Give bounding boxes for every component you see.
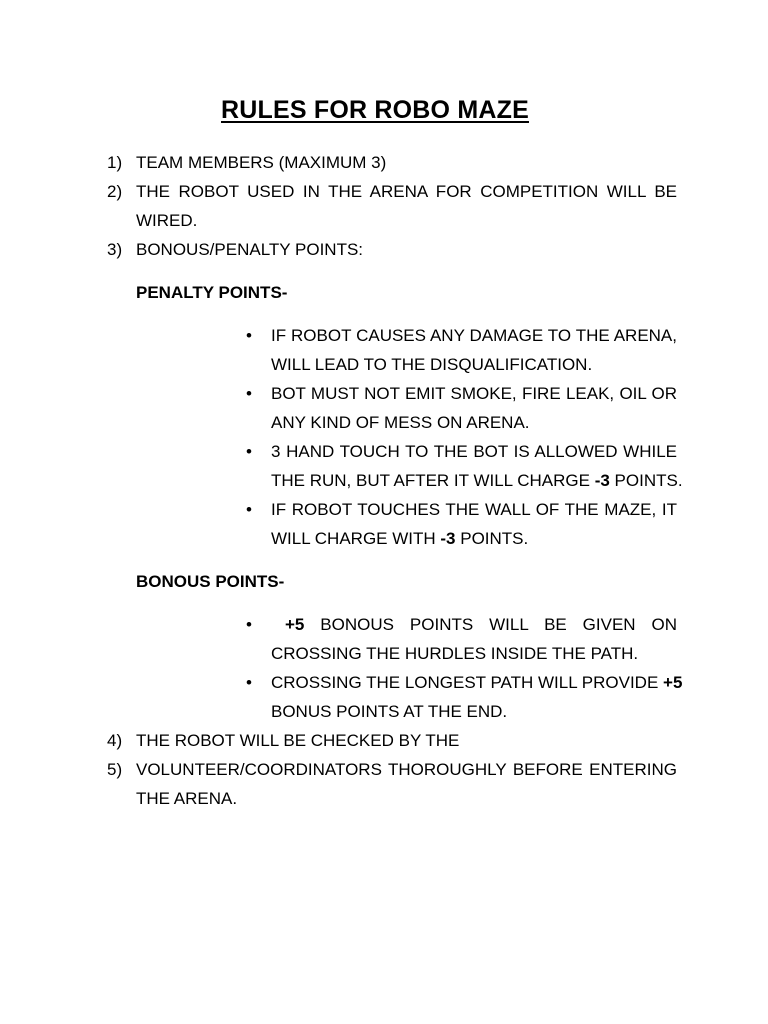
rule-number: 2) [107, 182, 123, 201]
rule-2 [0, 177, 768, 206]
penalty-item-continuation: WILL LEAD TO THE DISQUALIFICATION. [271, 355, 593, 374]
penalty-item-continuation: THE RUN, BUT AFTER IT WILL CHARGE -3 POINTS. [271, 471, 683, 490]
penalty-item: • 3 HAND TOUCH TO THE BOT IS ALLOWED WHILE [0, 437, 768, 466]
rule-number: 5) [107, 760, 123, 779]
penalty-item: • IF ROBOT TOUCHES THE WALL OF THE MAZE, IT [0, 495, 768, 524]
rule-text: THE ROBOT WILL BE CHECKED BY THE [136, 731, 460, 750]
penalty-item: • IF ROBOT CAUSES ANY DAMAGE TO THE ARENA, [0, 321, 768, 350]
bonus-points-heading: BONOUS POINTS- [136, 572, 285, 591]
penalty-points-heading: PENALTY POINTS- [136, 283, 288, 302]
rule-1 [0, 148, 768, 177]
rule-text-line-1: THE ROBOT USED IN THE ARENA FOR COMPETITION WILL BE [136, 182, 677, 201]
bullet-icon: • [246, 500, 252, 519]
page-title: RULES FOR ROBO MAZE [221, 96, 529, 124]
bonus-item-continuation: CROSSING THE HURDLES INSIDE THE PATH. [271, 644, 639, 663]
bullet-icon: • [246, 615, 252, 634]
rule-3 [0, 235, 768, 264]
rule-text-line-1: VOLUNTEER/COORDINATORS THOROUGHLY BEFORE ENTERING [136, 760, 677, 779]
penalty-item-continuation: WILL CHARGE WITH -3 POINTS. [271, 529, 529, 548]
rule-2-continuation: WIRED. [136, 211, 198, 230]
bonus-value: +5 [285, 615, 305, 634]
penalty-value: -3 [594, 471, 610, 490]
rule-5 [0, 755, 768, 784]
rule-5-continuation: THE ARENA. [136, 789, 238, 808]
bonus-item: • +5 BONOUS POINTS WILL BE GIVEN ON [0, 610, 768, 639]
rule-number: 1) [107, 153, 123, 172]
bullet-icon: • [246, 442, 252, 461]
rule-number: 4) [107, 731, 123, 750]
rule-text: TEAM MEMBERS (MAXIMUM 3) [136, 153, 387, 172]
penalty-item-continuation: ANY KIND OF MESS ON ARENA. [271, 413, 530, 432]
bullet-icon: • [246, 673, 252, 692]
rule-text: BONOUS/PENALTY POINTS: [136, 240, 364, 259]
rule-4 [0, 726, 768, 755]
penalty-item: • BOT MUST NOT EMIT SMOKE, FIRE LEAK, OIL OR [0, 379, 768, 408]
bonus-value: +5 [663, 673, 683, 692]
bullet-icon: • [246, 384, 252, 403]
bonus-item: • CROSSING THE LONGEST PATH WILL PROVIDE +5 [0, 668, 768, 697]
rule-number: 3) [107, 240, 123, 259]
penalty-value: -3 [440, 529, 456, 548]
bullet-icon: • [246, 326, 252, 345]
bonus-item-continuation: BONUS POINTS AT THE END. [271, 702, 508, 721]
